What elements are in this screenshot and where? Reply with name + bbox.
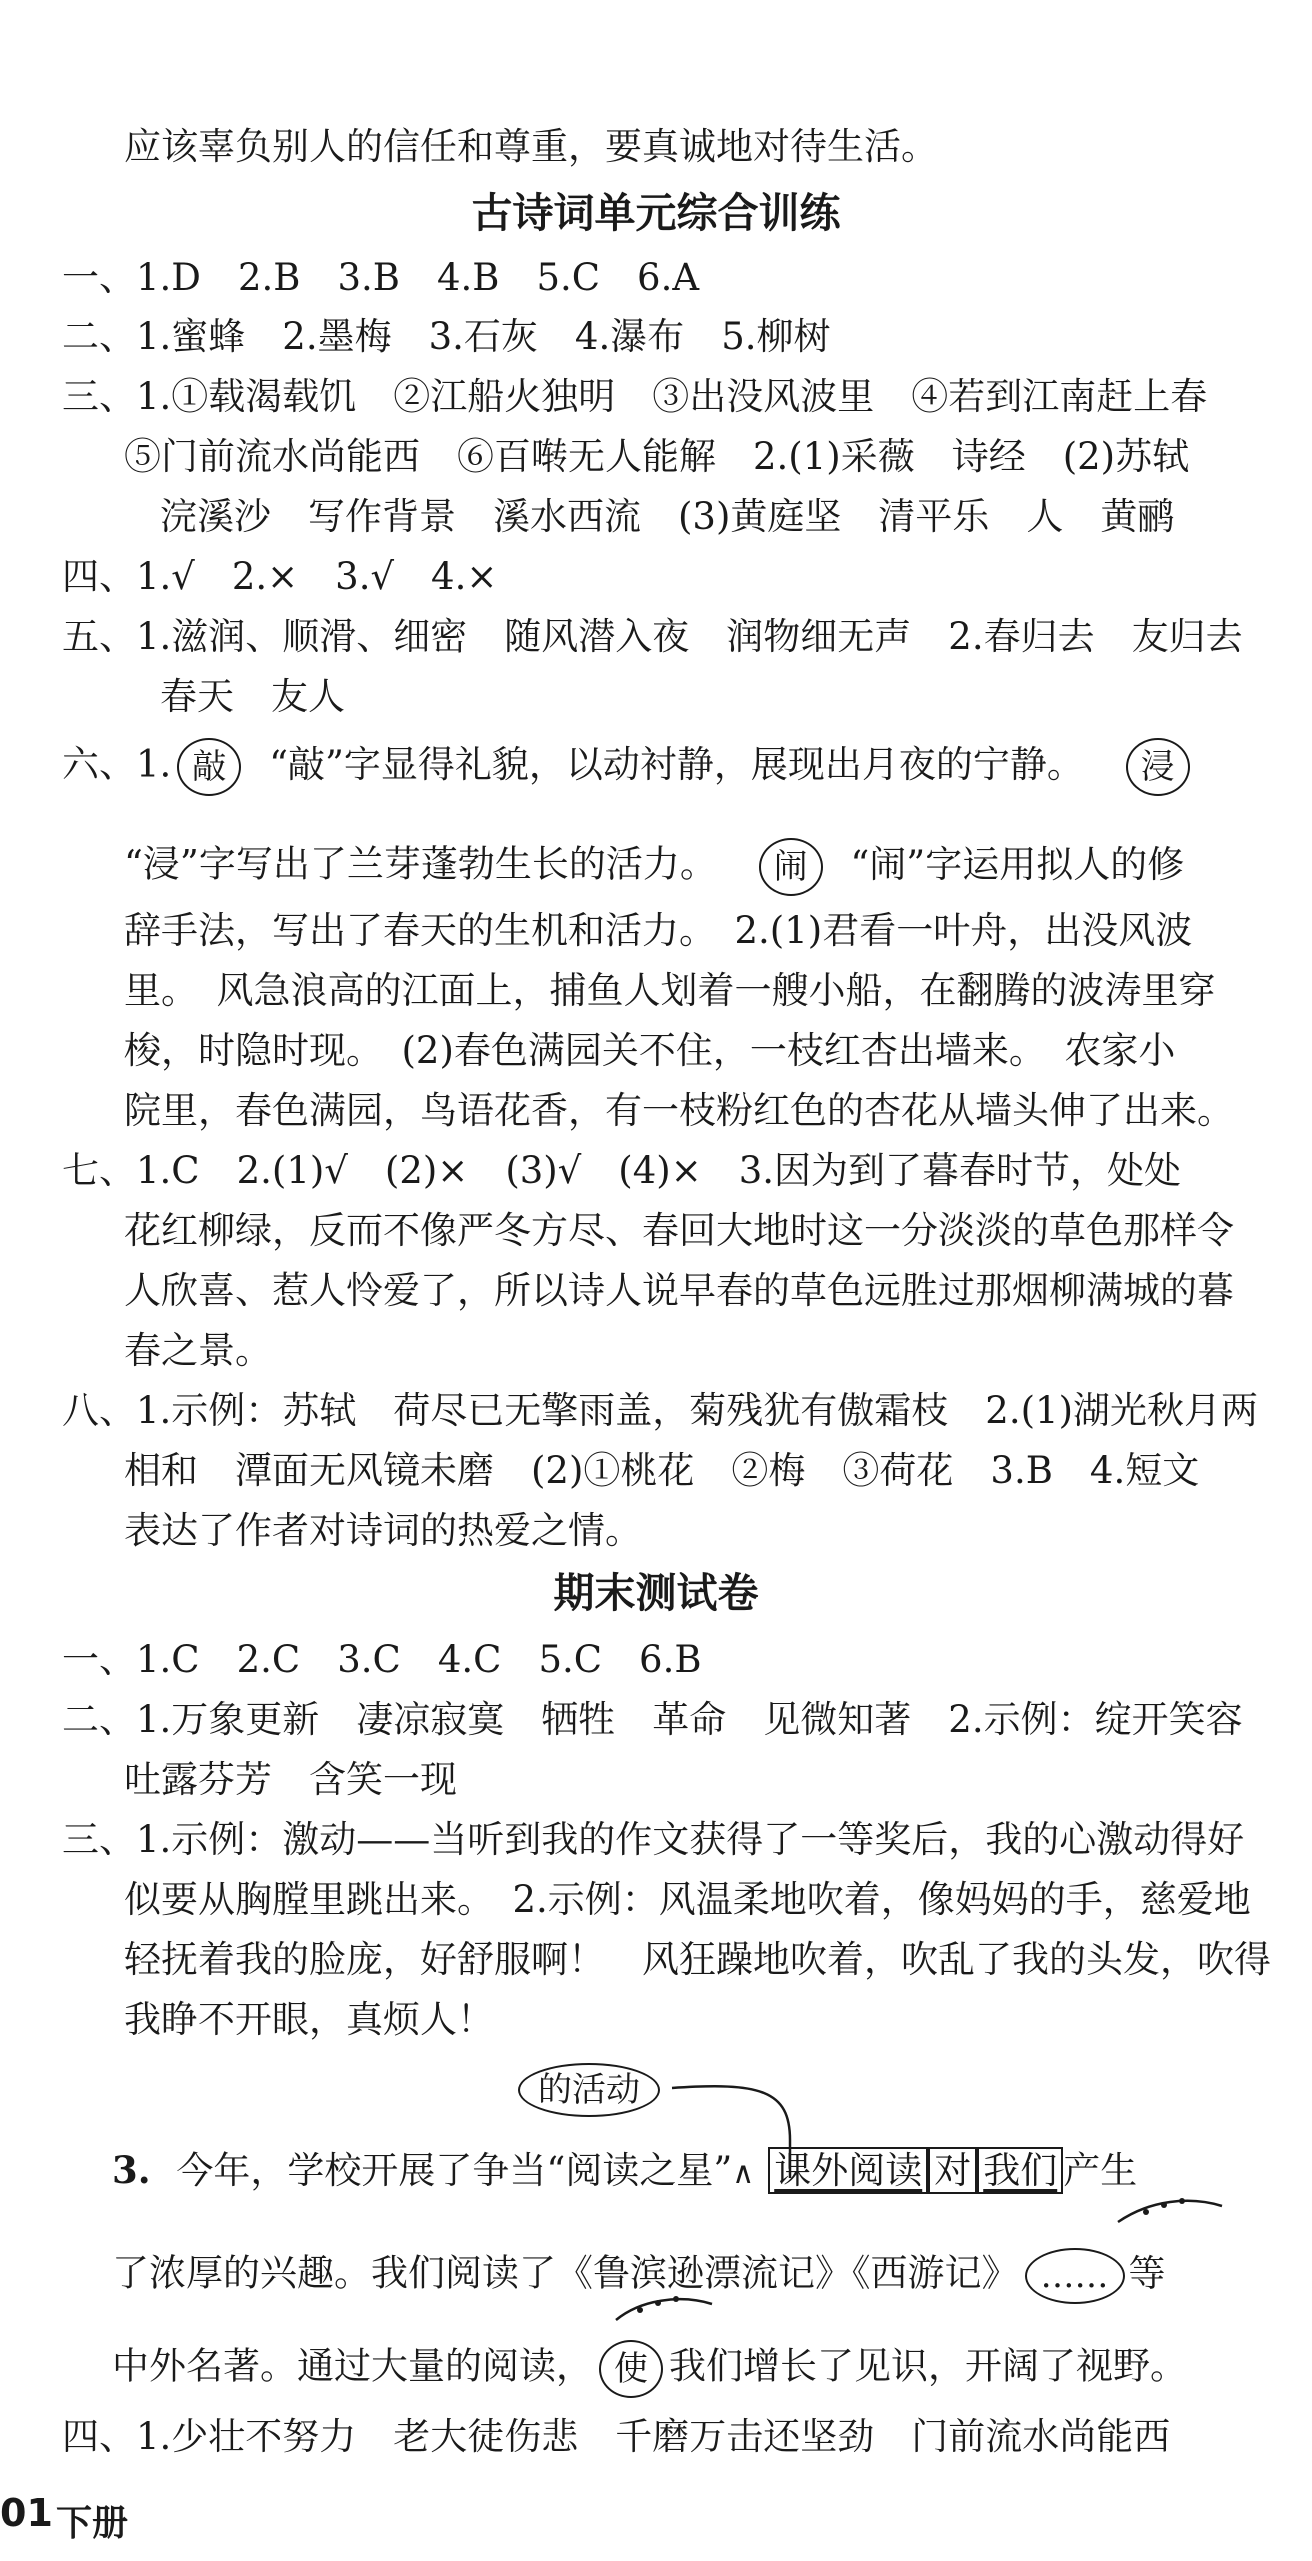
six-text: “闹”字运用拟人的修 [850, 842, 1185, 886]
boxed-phrase: 我们 [977, 2147, 1063, 2194]
answer-line: 一、1.D 2.B 3.B 4.B 5.C 6.A [62, 256, 700, 299]
insert-bubble: 的活动 [518, 2063, 660, 2117]
section-title-final: 期末测试卷 [553, 1569, 759, 1617]
answer-line: 应该辜负别人的信任和尊重，要真诚地对待生活。 [124, 125, 938, 168]
answer-line-six-b [124, 838, 1184, 896]
answer-line: 我睁不开眼，真烦人！ [124, 1998, 494, 2041]
answer-line: 似要从胸膛里跳出来。 2.示例：风温柔地吹着，像妈妈的手，慈爱地 [124, 1878, 1251, 1921]
circled-char: 浸 [1126, 738, 1190, 796]
answer-line: 吐露芬芳 含笑一现 [124, 1758, 457, 1801]
six-text: “敲”字显得礼貌，以动衬静，展现出月夜的宁静。 [269, 742, 1084, 786]
answer-line: 院里，春色满园，鸟语花香，有一枝粉红色的杏花从墙头伸了出来。 [124, 1089, 1234, 1132]
page-footer [0, 2487, 150, 2547]
answer-line-three-3 [112, 2148, 1138, 2192]
item-number: 3. [112, 2148, 151, 2192]
circled-char: 敲 [177, 738, 241, 796]
answer-line: 了浓厚的兴趣。我们阅读了《鲁滨逊漂流记》《西游记》 [112, 2251, 1019, 2295]
six-prefix: 六、1. [62, 742, 172, 786]
item-text: 等 [1128, 2251, 1166, 2295]
answer-line: 表达了作者对诗词的热爱之情。 [124, 1509, 642, 1552]
boxed-phrase: 课外阅读 [768, 2147, 928, 2194]
answer-line: ⑤门前流水尚能西 ⑥百啭无人能解 2.(1)采薇 诗经 (2)苏轼 [124, 435, 1190, 478]
item-text: 中外名著。通过大量的阅读， [112, 2344, 593, 2388]
answer-line: 花红柳绿，反而不像严冬方尽、春回大地时这一分淡淡的草色那样令 [124, 1209, 1234, 1252]
answer-line: “浸”字写出了兰芽蓬勃生长的活力。 [124, 842, 717, 886]
answer-line: 梭，时隐时现。 (2)春色满园关不住，一枝红杏出墙来。 农家小 [124, 1029, 1176, 1072]
caret-mark: ∧ [732, 2156, 755, 2191]
boxed-phrase: 对 [928, 2147, 977, 2194]
item-text: 我们增长了见识，开阔了视野。 [669, 2344, 1187, 2388]
answer-line: 八、1.示例：苏轼 荷尽已无擎雨盖，菊残犹有傲霜枝 2.(1)湖光秋月两 [62, 1389, 1259, 1432]
answer-line: 轻抚着我的脸庞，好舒服啊！ 风狂躁地吹着，吹乱了我的头发，吹得 [124, 1938, 1271, 1981]
answer-line: 辞手法，写出了春天的生机和活力。 2.(1)君看一叶舟，出没风波 [124, 909, 1193, 952]
circled-char: 闹 [759, 838, 823, 896]
answer-line-three-3b [112, 2248, 1166, 2304]
section-title-poetry: 古诗词单元综合训练 [471, 189, 841, 237]
circled-ellipsis: …… [1025, 2248, 1125, 2304]
answer-line: 一、1.C 2.C 3.C 4.C 5.C 6.B [62, 1638, 702, 1681]
answer-line: 浣溪沙 写作背景 溪水西流 (3)黄庭坚 清平乐 人 黄鹂 [160, 495, 1175, 538]
answer-line: 春之景。 [124, 1329, 272, 1372]
answer-line: 人欣喜、惹人怜爱了，所以诗人说早春的草色远胜过那烟柳满城的暮 [124, 1269, 1234, 1312]
circled-char: 使 [599, 2340, 663, 2398]
answer-line: 三、1.①载渴载饥 ②江船火独明 ③出没风波里 ④若到江南赶上春 [62, 375, 1208, 418]
answer-line: 三、1.示例：激动——当听到我的作文获得了一等奖后，我的心激动得好 [62, 1818, 1245, 1861]
answer-line: 四、1.√ 2.× 3.√ 4.× [62, 555, 498, 598]
answer-line: 四、1.少壮不努力 老大徒伤悲 千磨万击还坚劲 门前流水尚能西 [62, 2415, 1171, 2458]
answer-line: 里。 风急浪高的江面上，捕鱼人划着一艘小船，在翻腾的波涛里穿 [124, 969, 1216, 1012]
answer-line: 五、1.滋润、顺滑、细密 随风潜入夜 润物细无声 2.春归去 友归去 [62, 615, 1243, 658]
answer-line: 春天 友人 [160, 675, 345, 718]
answer-line-three-3c [112, 2340, 1187, 2398]
answer-line: 七、1.C 2.(1)√ (2)× (3)√ (4)× 3.因为到了暮春时节，处处 [62, 1149, 1182, 1192]
item-text: 产生 [1063, 2149, 1138, 2192]
answer-line: 二、1.蜜蜂 2.墨梅 3.石灰 4.瀑布 5.柳树 [62, 315, 831, 358]
page-number: 01 [0, 2491, 53, 2535]
answer-line: 二、1.万象更新 凄凉寂寞 牺牲 革命 见微知著 2.示例：绽开笑容 [62, 1698, 1243, 1741]
answer-line-six [62, 738, 1196, 796]
volume-label: 下册 [56, 2503, 129, 2544]
item-text: 今年，学校开展了争当“阅读之星” [176, 2149, 733, 2192]
answer-line: 相和 潭面无风镜未磨 (2)①桃花 ②梅 ③荷花 3.B 4.短文 [124, 1449, 1200, 1492]
